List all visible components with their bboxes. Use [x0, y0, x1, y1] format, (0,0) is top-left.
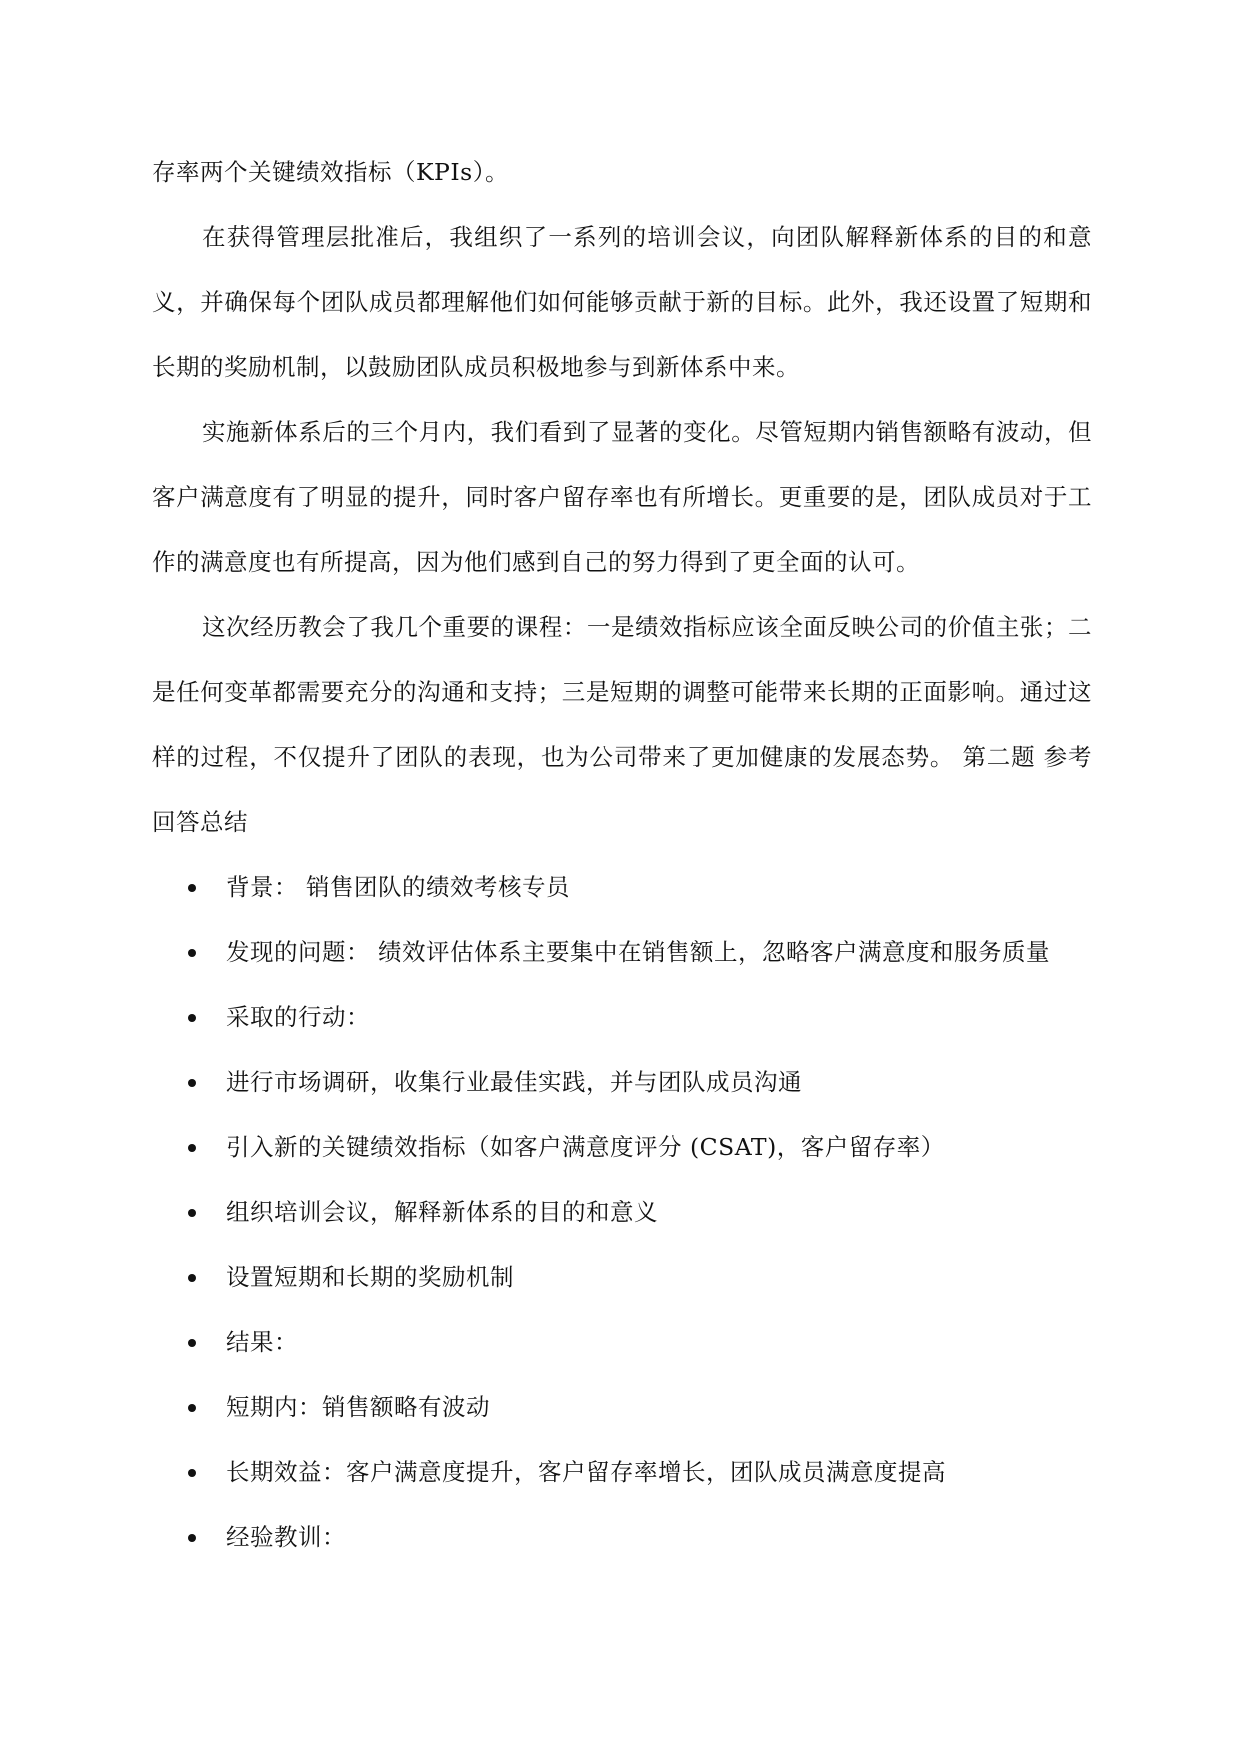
list-item-text: 进行市场调研，收集行业最佳实践，并与团队成员沟通: [226, 1068, 802, 1096]
paragraph-results: 实施新体系后的三个月内，我们看到了显著的变化。尽管短期内销售额略有波动，但客户满意度有了明显的提升，同时客户留存率也有所增长。更重要的是，团队成员对于工作的满意度也有所提高，因为他们感到自己的努力得到了更全面的认可。: [152, 418, 1092, 576]
list-item-text: 短期内：销售额略有波动: [226, 1393, 490, 1421]
list-item: [152, 985, 1092, 1050]
bullet-icon: [188, 1469, 196, 1477]
bullet-icon: [188, 1339, 196, 1347]
paragraph-kpi-continuation: 存率两个关键绩效指标（KPIs）。: [152, 158, 509, 186]
bullet-icon: [188, 949, 196, 957]
bullet-icon: [188, 884, 196, 892]
list-item: [152, 920, 1092, 985]
list-item: [152, 1245, 1092, 1310]
list-item: [152, 1310, 1092, 1375]
document-page: [152, 140, 1092, 1570]
paragraph-lessons: 这次经历教会了我几个重要的课程：一是绩效指标应该全面反映公司的价值主张；二是任何变革都需要充分的沟通和支持；三是短期的调整可能带来长期的正面影响。通过这样的过程，不仅提升了团队的表现，也为公司带来了更加健康的发展态势。 第二题 参考回答总结: [152, 613, 1092, 836]
list-item-text: 组织培训会议，解释新体系的目的和意义: [226, 1198, 658, 1226]
list-item: [152, 1440, 1092, 1505]
bullet-icon: [188, 1404, 196, 1412]
list-item: [152, 1505, 1092, 1570]
bullet-icon: [188, 1534, 196, 1542]
list-item: [152, 1115, 1092, 1180]
list-item-text: 设置短期和长期的奖励机制: [226, 1263, 514, 1291]
list-item-text: 结果：: [226, 1328, 298, 1356]
summary-list: [152, 855, 1092, 1570]
list-item: [152, 855, 1092, 920]
bullet-icon: [188, 1079, 196, 1087]
list-item: [152, 1375, 1092, 1440]
list-item-text: 长期效益：客户满意度提升，客户留存率增长，团队成员满意度提高: [226, 1458, 946, 1486]
bullet-icon: [188, 1144, 196, 1152]
list-item-text: 经验教训：: [226, 1523, 346, 1551]
list-item-text: 引入新的关键绩效指标（如客户满意度评分 (CSAT)，客户留存率）: [226, 1133, 945, 1161]
paragraph-training: 在获得管理层批准后，我组织了一系列的培训会议，向团队解释新体系的目的和意义，并确保每个团队成员都理解他们如何能够贡献于新的目标。此外，我还设置了短期和长期的奖励机制，以鼓励团队成员积极地参与到新体系中来。: [152, 223, 1092, 381]
bullet-icon: [188, 1014, 196, 1022]
list-item: [152, 1050, 1092, 1115]
list-item: [152, 1180, 1092, 1245]
list-item-text: 背景： 销售团队的绩效考核专员: [226, 873, 570, 901]
bullet-icon: [188, 1209, 196, 1217]
list-item-text: 发现的问题： 绩效评估体系主要集中在销售额上，忽略客户满意度和服务质量: [226, 938, 1050, 966]
list-item-text: 采取的行动：: [226, 1003, 370, 1031]
bullet-icon: [188, 1274, 196, 1282]
